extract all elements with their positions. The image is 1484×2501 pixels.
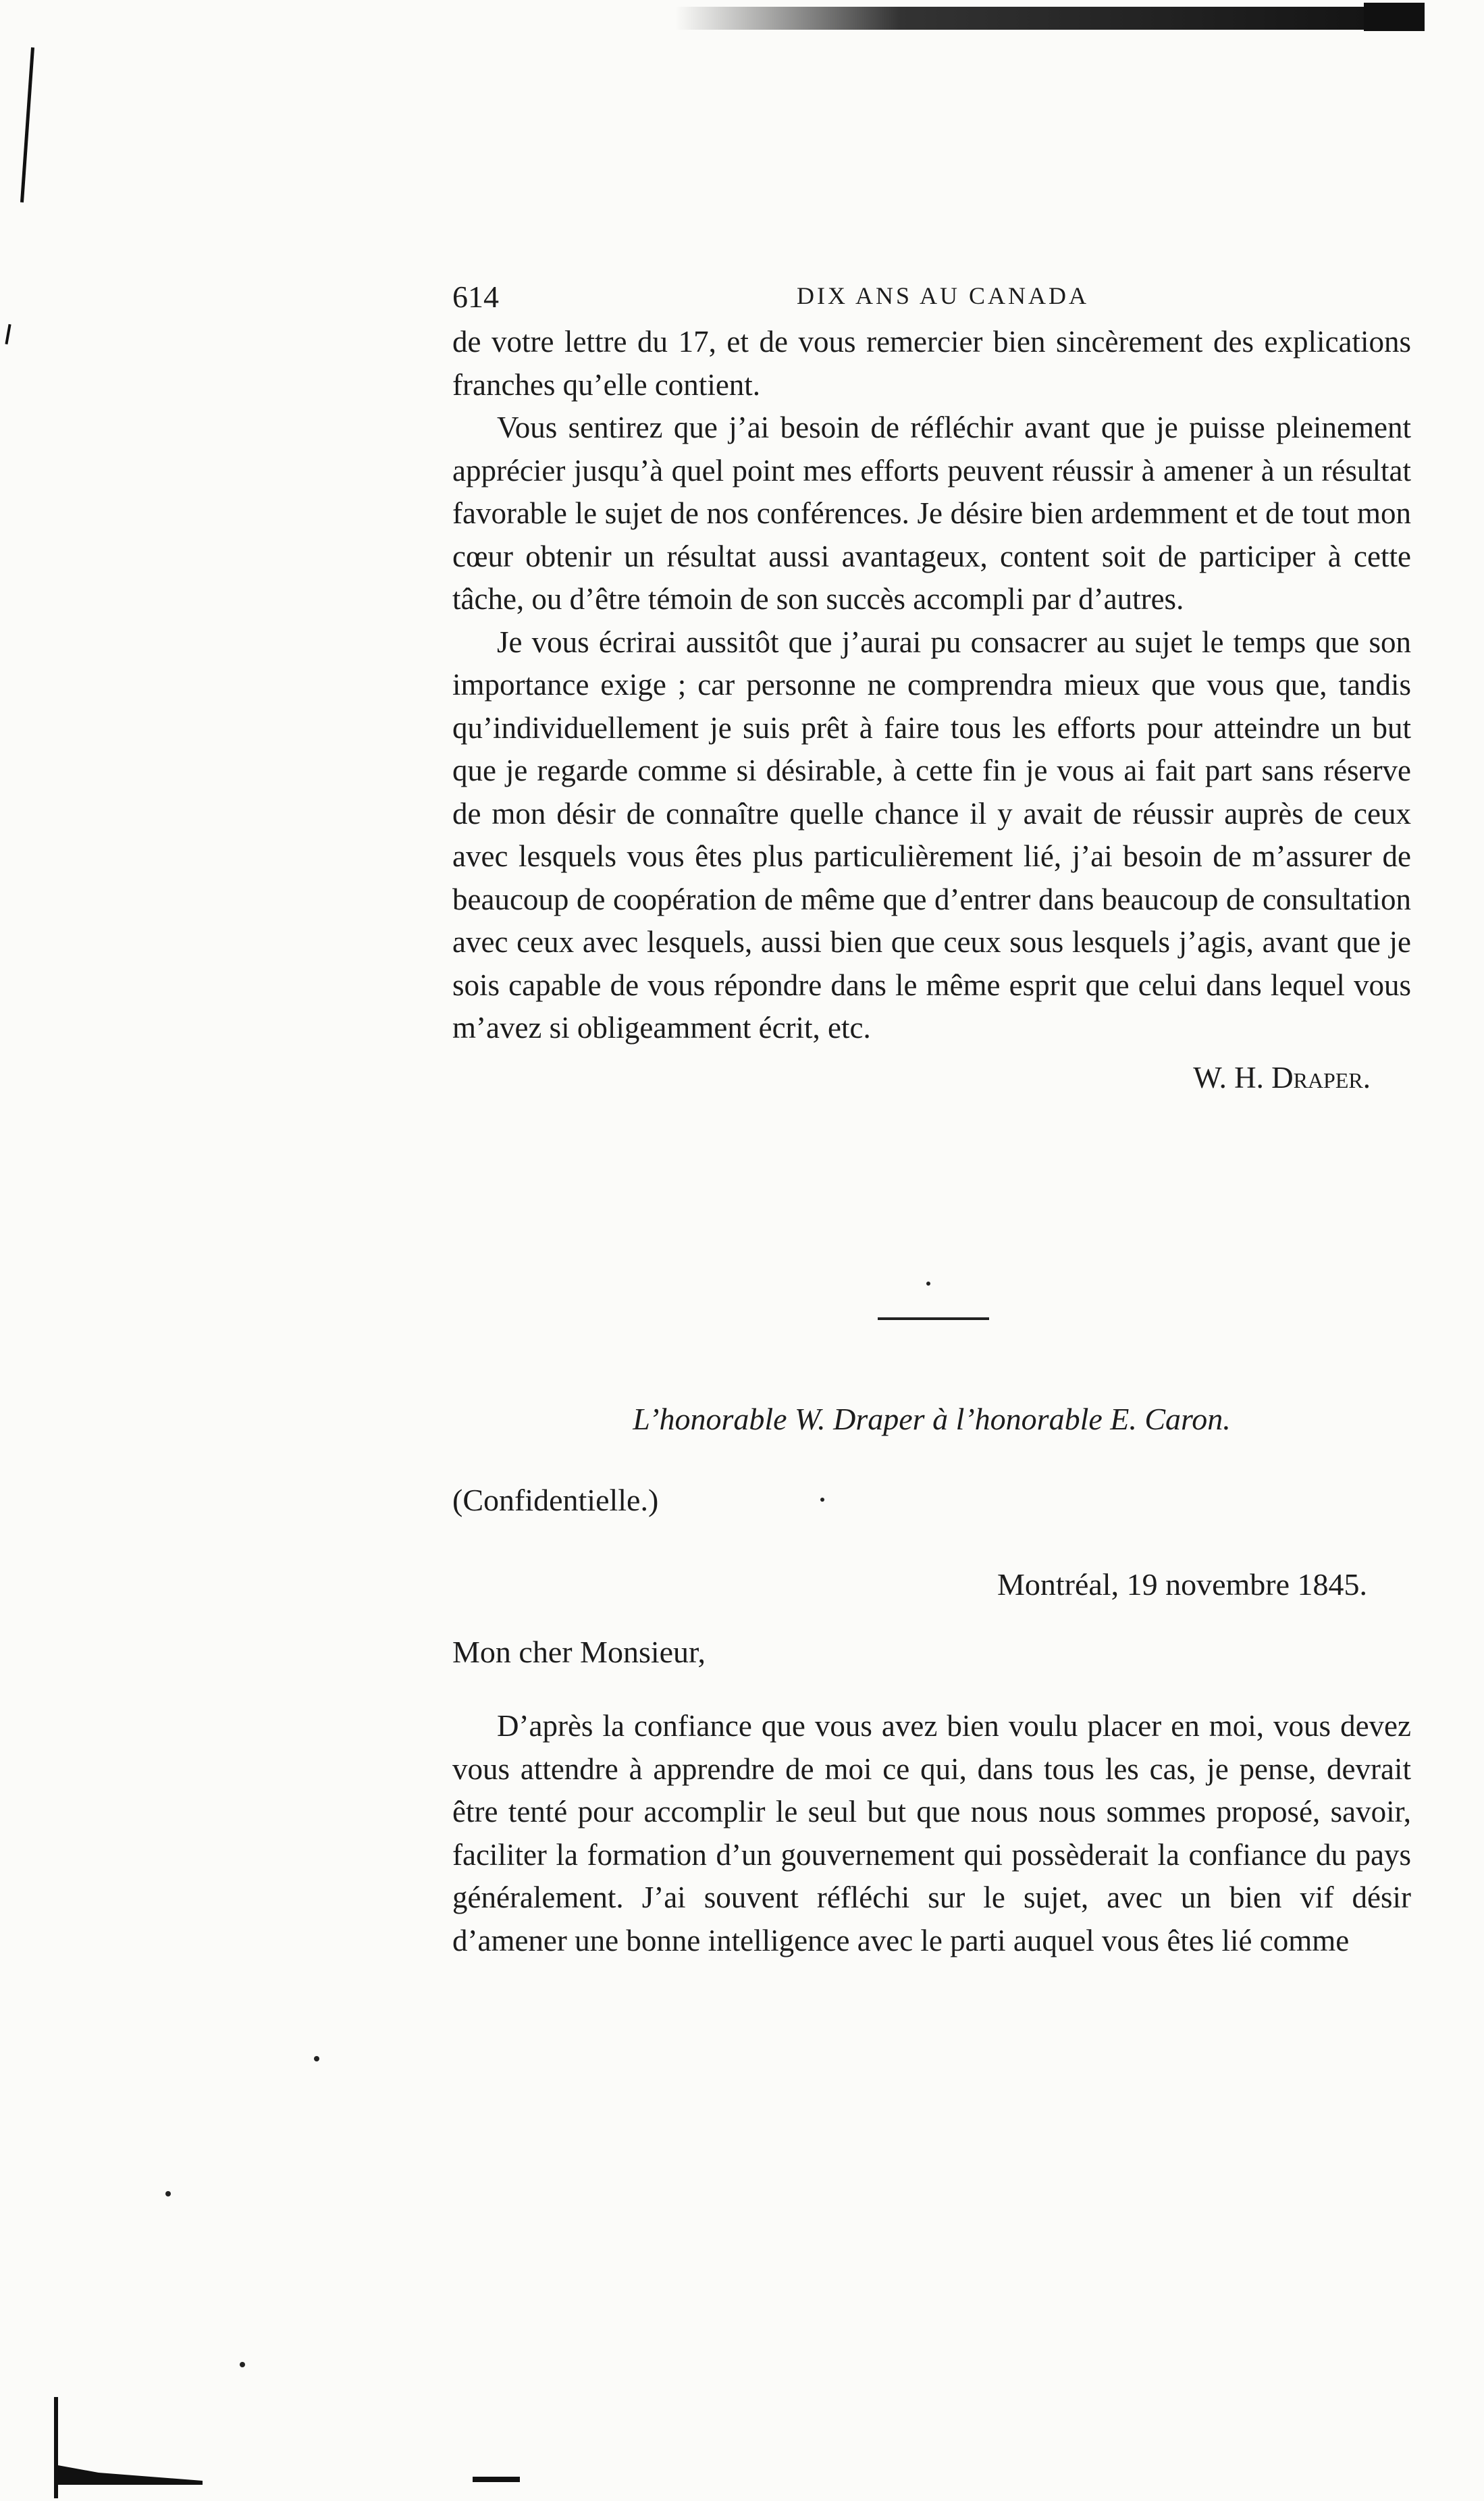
scan-margin-mark: [5, 324, 11, 344]
page-number: 614: [452, 280, 499, 314]
running-head: [452, 267, 1411, 321]
letter-2-body: [452, 1705, 1411, 1962]
letter-1-paragraph: Vous sentirez que j’ai besoin de réfléchir avant que je puisse pleinement apprécier jusqu’à quel point mes efforts peuvent réussir à amener à un résultat favorable le sujet de nos conférences. Je désire bien ardemment et de tout mon cœur obtenir un résultat aussi avantageux, content soit de participer à cette tâche, ou d’être témoin de son succès accompli par d’autres.: [452, 411, 1411, 616]
running-title: DIX ANS AU CANADA: [797, 282, 1090, 309]
speck: [314, 2056, 319, 2061]
letter-1-paragraph: Je vous écrirai aussitôt que j’aurai pu consacrer au sujet le temps que son importance exige ; car personne ne comprendra mieux que vous que, tandis qu’individuellement je suis prêt à faire tous les efforts pour atteindre un but que je regarde comme si désirable, à cette fin je vous ai fait part sans réserve de mon désir de connaître quelle chance il y avait de réussir auprès de ceux avec lesquels vous êtes plus particulièrement lié, j’ai besoin de m’assurer de beaucoup de coopération de même que d’entrer dans beaucoup de consultation avec ceux avec lesquels, aussi bien que ceux sous lesquels j’agis, avant que je sois capable de vous répondre dans le même esprit que celui dans lequel vous m’avez si obligeamment écrit, etc.: [452, 625, 1411, 1045]
letter-heading: L’honorable W. Draper à l’honorable E. Caron.: [633, 1402, 1231, 1436]
speck: [165, 2191, 171, 2196]
place-date: Montréal, 19 novembre 1845.: [997, 1567, 1367, 1602]
scan-bottom-mark: [473, 2477, 520, 2482]
section-separator: [878, 1317, 989, 1320]
scan-top-rule-end: [1364, 3, 1425, 31]
salutation: Mon cher Monsieur,: [452, 1635, 706, 1669]
letter-1-paragraph: de votre lettre du 17, et de vous remercier bien sincèrement des explications franches qu’elle contient.: [452, 325, 1411, 402]
confidential-note: (Confidentielle.): [452, 1483, 659, 1517]
signature: W. H. Draper.: [1193, 1060, 1371, 1095]
scan-corner-mark: [54, 2465, 203, 2485]
speck: [926, 1282, 930, 1286]
scan-margin-mark: [20, 47, 34, 203]
page-body: [452, 267, 1411, 1099]
speck: [820, 1498, 824, 1502]
letter-2-paragraph: D’après la confiance que vous avez bien voulu placer en moi, vous devez vous attendre à apprendre de moi ce qui, dans tous les cas, je pense, devrait être tenté pour accomplir le seul but que nous nous sommes proposé, savoir, faciliter la formation d’un gouvernement qui possèderait la confiance du pays généralement. J’ai souvent réfléchi sur le sujet, avec un bien vif désir d’amener une bonne intelligence avec le parti auquel vous êtes lié comme: [452, 1709, 1411, 1957]
speck: [240, 2362, 245, 2367]
scan-top-rule: [675, 7, 1425, 30]
